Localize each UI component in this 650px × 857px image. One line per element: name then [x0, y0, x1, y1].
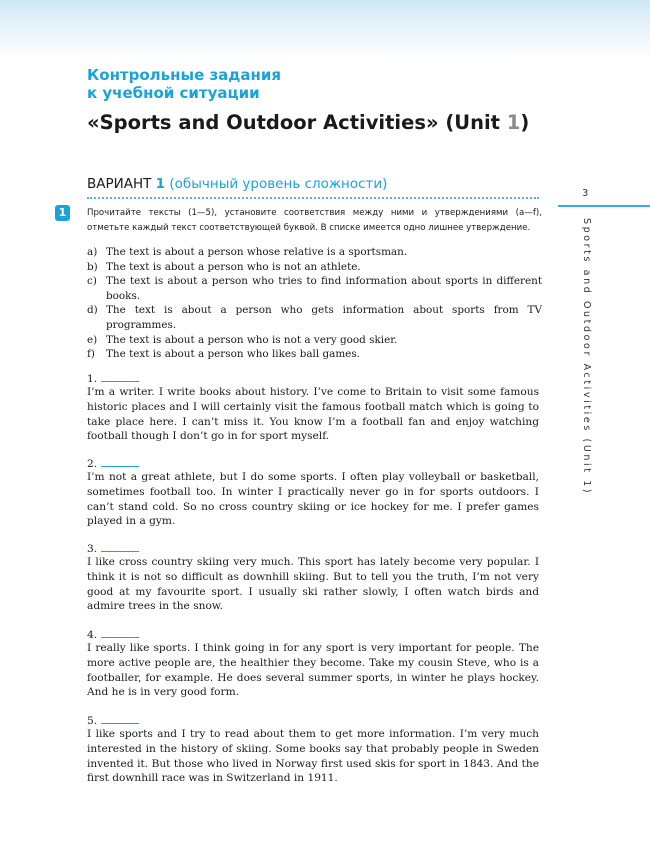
text-body-5: I like sports and I try to read about them to get more information. I’m very much interested in the history of skiing. Some books say that probably people in Sweden invented it. But those who lived in Norway first used skis for sport in 1843. And the first downhill race was in Switzerland in 1911.	[87, 728, 539, 785]
title-unit-number: 1	[506, 111, 521, 134]
statement-letter: e)	[87, 333, 98, 346]
statement-item	[87, 274, 542, 303]
text-number-label: 2.	[87, 458, 98, 470]
statement-text: The text is about a person who is not an athlete.	[106, 260, 361, 273]
answer-blank[interactable]	[101, 456, 139, 467]
answer-blank[interactable]	[101, 371, 139, 382]
statement-text: The text is about a person who likes ball games.	[106, 348, 360, 361]
title-unit-prefix: (Unit	[445, 111, 500, 134]
statement-letter: b)	[87, 260, 98, 273]
text-number-label: 1.	[87, 373, 98, 385]
task-instructions: Прочитайте тексты (1—5), установите соответствия между ними и утверждениями (а—f), отметьте каждый текст соответствующей буквой. В списке имеется одно лишнее утверждение.	[87, 208, 542, 233]
task-number-badge: 1	[55, 205, 70, 221]
section-heading-line-2: к учебной ситуации	[87, 84, 260, 102]
variant-level: (обычный уровень сложности)	[169, 176, 388, 192]
statement-list	[87, 245, 542, 362]
statement-letter: f)	[87, 348, 95, 361]
answer-blank[interactable]	[101, 541, 139, 552]
answer-blank[interactable]	[101, 627, 139, 638]
title-main: «Sports and Outdoor Activities»	[87, 111, 439, 134]
text-number-label: 4.	[87, 629, 98, 641]
section-heading	[87, 66, 547, 102]
text-block-2	[87, 456, 539, 529]
variant-heading	[87, 174, 547, 194]
text-number-label: 5.	[87, 715, 98, 727]
title-unit-suffix: )	[520, 111, 530, 134]
text-block-3	[87, 541, 539, 614]
statement-item	[87, 347, 542, 362]
header-band	[0, 0, 650, 60]
statement-item	[87, 260, 542, 275]
text-body-4: I really like sports. I think going in for any sport is very important for people. The more active people are, the healthier they become. Take my cousin Steve, who is a footballer, for example. He does several summer sports, in winter he plays hockey. And he is in very good form.	[87, 642, 539, 699]
statement-text: The text is about a person who tries to find information about sports in different books.	[106, 275, 542, 302]
page-number: 3	[582, 188, 589, 199]
text-block-1	[87, 371, 539, 444]
variant-number: 1	[155, 176, 166, 192]
statement-text: The text is about a person whose relative is a sportsman.	[106, 246, 408, 258]
statement-item	[87, 245, 542, 260]
dotted-divider	[87, 197, 539, 199]
variant-label: ВАРИАНТ	[87, 176, 152, 192]
text-number-label: 3.	[87, 543, 98, 555]
statement-letter: c)	[87, 275, 97, 288]
page-title	[87, 108, 557, 138]
side-rule	[558, 205, 650, 207]
side-running-title: Sports and Outdoor Activities (Unit 1)	[581, 218, 592, 496]
answer-blank[interactable]	[101, 713, 139, 724]
text-body-1: I’m a writer. I write books about history. I’ve come to Britain to visit some famous historic places and I will certainly visit the famous football match which is going to take place here. I can’t miss it. You know I’m a football fan and enjoy watching football though I don’t go in for sport myself.	[87, 386, 539, 443]
statement-text: The text is about a person who gets information about sports from TV programmes.	[106, 304, 542, 331]
text-number-4	[87, 627, 539, 641]
text-number-5	[87, 713, 539, 727]
text-number-1	[87, 371, 539, 385]
text-body-3: I like cross country skiing very much. This sport has lately become very popular. I think it is not so difficult as downhill skiing. But to tell you the truth, I’m not very good at my favourite sport. I usually ski rather slowly, I often watch birds and admire trees in the snow.	[87, 556, 539, 613]
text-number-2	[87, 456, 539, 470]
text-body-2: I’m not a great athlete, but I do some sports. I often play volleyball or basketball, sometimes football too. In winter I practically never go in for sports outdoors. I can’t stand cold. So no cross country skiing or ice hockey for me. I prefer games played in a gym.	[87, 471, 539, 528]
statement-letter: d)	[87, 304, 98, 317]
statement-text: The text is about a person who is not a very good skier.	[106, 333, 398, 346]
text-block-4	[87, 627, 539, 700]
text-block-5	[87, 713, 539, 786]
statement-item	[87, 333, 542, 348]
section-heading-line-1: Контрольные задания	[87, 66, 282, 84]
statement-item	[87, 303, 542, 332]
text-number-3	[87, 541, 539, 555]
statement-letter: a)	[87, 246, 98, 258]
